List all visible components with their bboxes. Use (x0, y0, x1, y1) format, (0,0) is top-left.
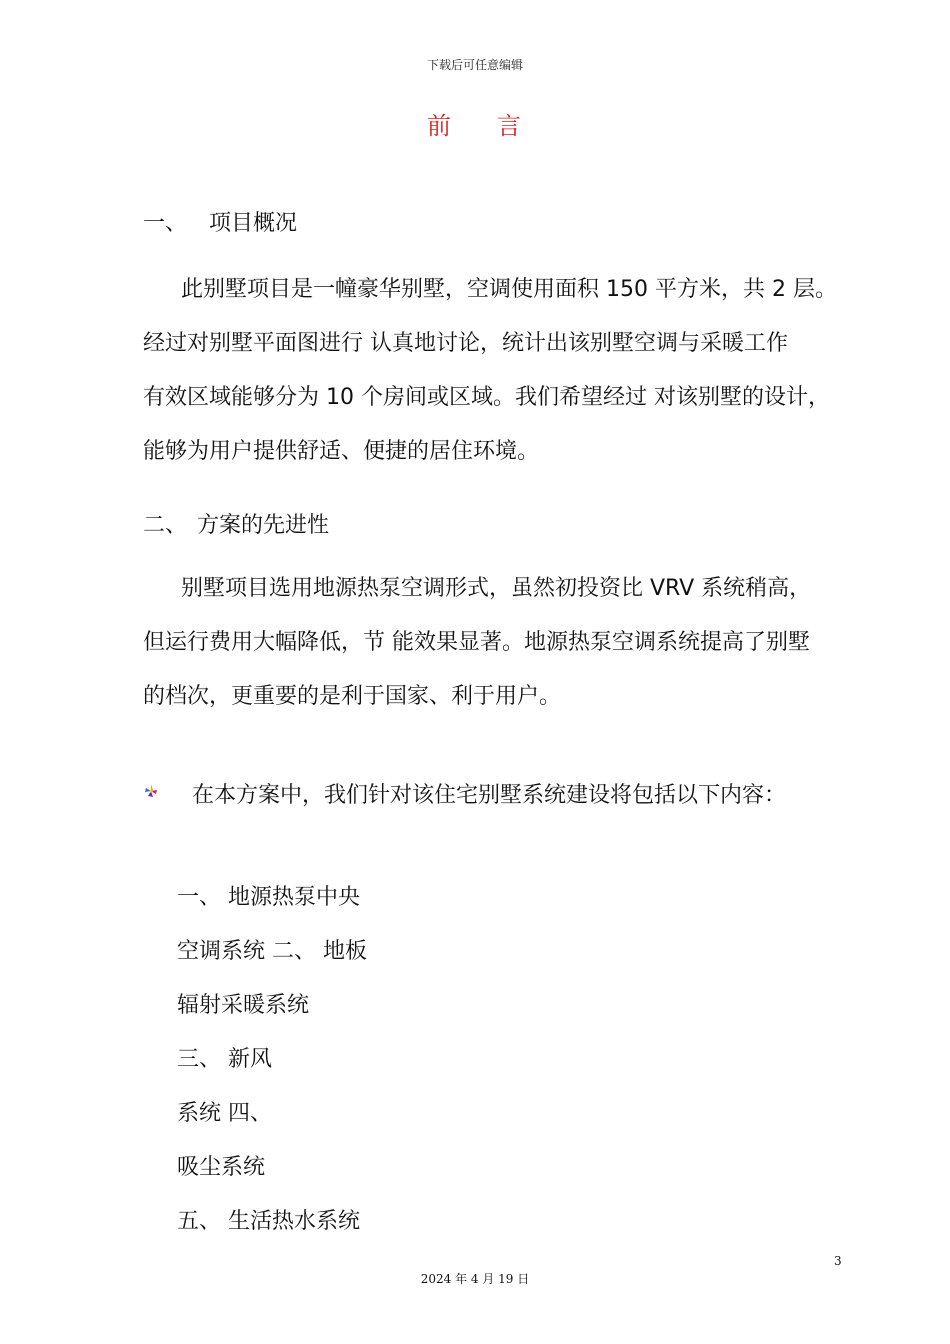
list-line: 五、 生活热水系统 (177, 1209, 360, 1234)
title-part-2: 言 (497, 112, 523, 140)
bullet-text: 在本方案中，我们针对该住宅别墅系统建设将包括以下内容： (192, 783, 787, 808)
list-line: 三、 新风 (177, 1047, 272, 1072)
section2-heading-text: 方案的先进性 (197, 513, 330, 538)
section2-line: 别墅项目选用地源热泵空调形式，虽然初投资比 VRV 系统稍高， (181, 576, 812, 601)
page-number: 3 (834, 1254, 842, 1268)
list-line: 一、 地源热泵中央 (177, 885, 360, 910)
section2-line: 但运行费用大幅降低，节 能效果显著。地源热泵空调系统提高了别墅 (143, 630, 810, 655)
header-note: 下载后可任意编辑 (426, 58, 523, 72)
section1-line: 有效区域能够分为 10 个房间或区域。我们希望经过 对该别墅的设计， (143, 385, 830, 410)
section1-line: 能够为用户提供舒适、便捷的居住环境。 (143, 439, 540, 464)
section1-heading-number: 一、 (143, 211, 188, 236)
page-title (0, 106, 950, 141)
list-line: 空调系统 二、 地板 (177, 939, 367, 964)
title-part-1: 前 (427, 112, 453, 140)
colorful-bullet-icon (143, 783, 159, 799)
list-line: 辐射采暖系统 (177, 993, 310, 1018)
section2-heading-number: 二、 (143, 513, 188, 538)
list-line: 吸尘系统 (177, 1155, 266, 1180)
list-line: 系统 四、 (177, 1101, 272, 1126)
footer-date: 2024 年 4 月 19 日 (420, 1272, 530, 1286)
section1-line: 经过对别墅平面图进行 认真地讨论，统计出该别墅空调与采暖工作 (143, 331, 788, 356)
section1-heading-text: 项目概况 (209, 211, 298, 236)
section1-line: 此别墅项目是一幢豪华别墅，空调使用面积 150 平方米，共 2 层。 (181, 277, 837, 302)
section2-line: 的档次，更重要的是利于国家、利于用户。 (143, 684, 562, 709)
